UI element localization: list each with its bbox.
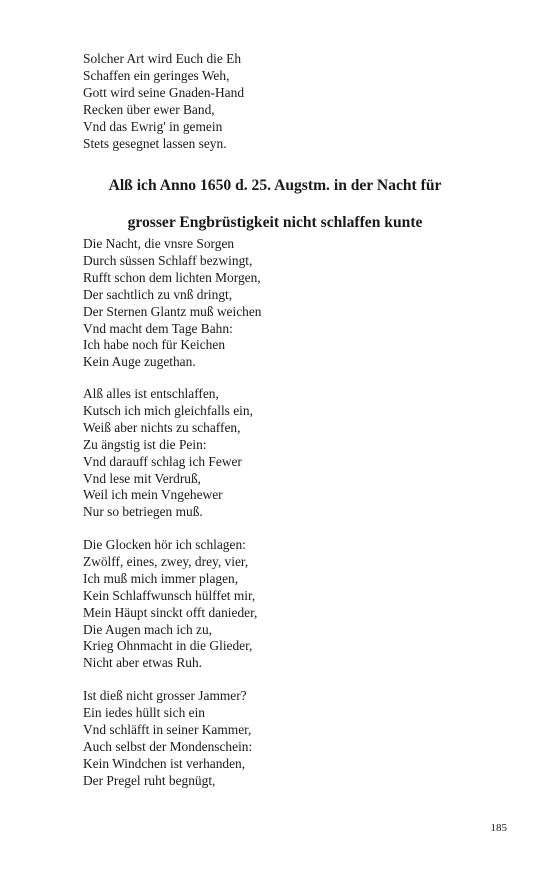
page-number: 185 [490, 822, 507, 834]
poem-line: Kein Windchen ist verhanden, [83, 755, 246, 771]
poem-line: Die Glocken hör ich schlagen: [83, 537, 246, 552]
poem-line: Die Nacht, die vnsre Sorgen [83, 236, 235, 251]
poem-stanza-3 [83, 386, 503, 521]
poem-line: Rufft schon dem lichten Morgen, [83, 269, 261, 285]
poem-line: Recken über ewer Band, [83, 101, 215, 117]
poem-line: Kein Auge zugethan. [83, 354, 196, 370]
poem-line: Kein Schlaffwunsch hülffet mir, [83, 587, 256, 603]
poem-stanza-1 [83, 51, 503, 152]
poem-line: Kutsch ich mich gleichfalls ein, [83, 402, 253, 418]
poem-stanza-2 [83, 236, 503, 371]
poem-line: Vnd macht dem Tage Bahn: [83, 320, 233, 336]
poem-line: Weil ich mein Vngehewer [83, 487, 223, 503]
poem-line: Krieg Ohnmacht in die Glieder, [83, 638, 253, 654]
poem-line: Solcher Art wird Euch die Eh [83, 51, 242, 66]
poem-line: Der sachtlich zu vnß dringt, [83, 286, 233, 302]
poem-line: Vnd darauff schlag ich Fewer [83, 453, 242, 469]
poem-line: Vnd schläfft in seiner Kammer, [83, 721, 252, 737]
poem-line: Der Pregel ruht begnügt, [83, 772, 216, 788]
poem-line: Alß alles ist entschlaffen, [83, 386, 219, 401]
poem-line: Die Augen mach ich zu, [83, 621, 213, 637]
poem-line: Der Sternen Glantz muß weichen [83, 303, 262, 319]
poem-heading [40, 167, 510, 241]
poem-stanza-5 [83, 688, 503, 789]
poem-stanza-4 [83, 537, 503, 672]
poem-heading-line-2: grosser Engbrüstigkeit nicht schlaffen kunte [127, 214, 423, 231]
poem-line: Ein iedes hüllt sich ein [83, 704, 205, 720]
poem-line: Weiß aber nichts zu schaffen, [83, 419, 241, 435]
poem-line: Zwölff, eines, zwey, drey, vier, [83, 553, 249, 569]
poem-line: Durch süssen Schlaff bezwingt, [83, 252, 253, 268]
poem-heading-line-1: Alß ich Anno 1650 d. 25. Augstm. in der Nacht für [108, 177, 442, 194]
poem-line: Zu ängstig ist die Pein: [83, 436, 207, 452]
poem-line: Nur so betriegen muß. [83, 504, 203, 520]
poem-line: Vnd das Ewrig' in gemein [83, 118, 223, 134]
poem-line: Ich habe noch für Keichen [83, 337, 226, 353]
poem-line: Schaffen ein geringes Weh, [83, 67, 230, 83]
poem-line: Vnd lese mit Verdruß, [83, 470, 202, 486]
poem-line: Nicht aber etwas Ruh. [83, 655, 202, 671]
poem-line: Ich muß mich immer plagen, [83, 570, 239, 586]
poem-line: Stets gesegnet lassen seyn. [83, 135, 227, 151]
poem-line: Ist dieß nicht grosser Jammer? [83, 688, 247, 703]
poem-line: Gott wird seine Gnaden-Hand [83, 84, 245, 100]
poem-line: Auch selbst der Mondenschein: [83, 738, 253, 754]
poem-line: Mein Häupt sinckt offt danieder, [83, 604, 258, 620]
